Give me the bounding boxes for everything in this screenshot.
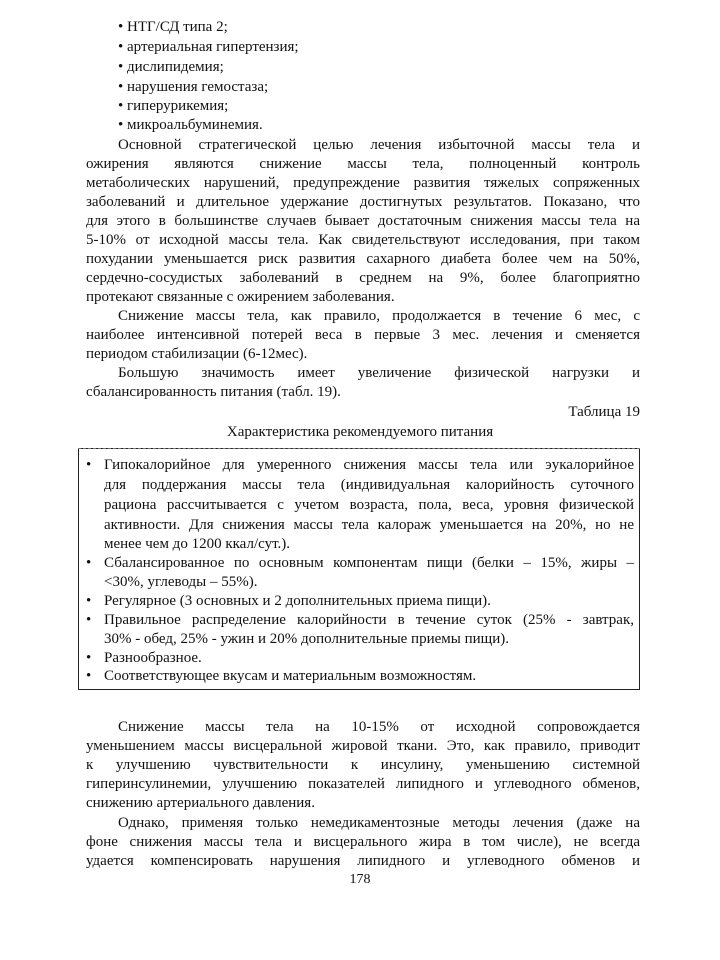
text-line: гиперинсулинемии, улучшению показателей липидного и углеводного обменов, (86, 776, 640, 792)
list-item: • гиперурикемия; (118, 98, 229, 114)
list-item: • микроальбуминемия. (118, 117, 263, 133)
bullet: • (86, 593, 92, 609)
table-cell-line: Регулярное (3 основных и 2 дополнительных приема пищи). (104, 593, 491, 609)
table-cell-line: для поддержания массы тела (индивидуальная калорийность суточного (104, 477, 634, 493)
bullet: • (86, 668, 92, 684)
table-cell-line: <30%, углеводы – 55%). (104, 574, 258, 590)
text-line: ожирения являются снижение массы тела, полноценный контроль (86, 156, 640, 172)
text-line: для этого в большинстве случаев бывает достаточным снижения массы тела на (86, 213, 640, 229)
table-cell-line: Разнообразное. (104, 650, 202, 666)
text-line: Снижение массы тела, как правило, продолжается в течение 6 мес, с (118, 308, 640, 324)
text-line: сбалансированность питания (табл. 19). (86, 384, 341, 400)
page-number: 178 (349, 872, 371, 887)
text-line: похудании уменьшается риск развития сахарного диабета более чем на 50%, (86, 251, 640, 267)
text-line: метаболических нарушений, предупреждение развития тяжелых сопряженных (86, 175, 640, 191)
table-title: Характеристика рекомендуемого питания (226, 424, 494, 440)
text-line: периодом стабилизации (6-12мес). (86, 346, 308, 362)
text-line: к улучшению чувствительности к инсулину, уменьшению системной (86, 757, 640, 773)
text-line: протекают связанные с ожирением заболевания. (86, 289, 395, 305)
table-label: Таблица 19 (568, 404, 640, 420)
text-line: снижению артериального давления. (86, 795, 315, 811)
bullet: • (86, 457, 92, 473)
text-line: Основной стратегической целью лечения избыточной массы тела и (118, 137, 640, 153)
table-cell-line: Соответствующее вкусам и материальным возможностям. (104, 668, 477, 684)
text-line: фоне снижения массы тела и висцерального жира в том числе), не всегда (86, 834, 640, 850)
table-cell-line: 30% - обед, 25% - ужин и 20% дополнительные приемы пищи). (104, 631, 509, 647)
bullet: • (86, 555, 92, 571)
text-line: Однако, применяя только немедикаментозные методы лечения (даже на (118, 815, 640, 831)
text-line: 5-10% от исходной массы тела. Как свидетельствуют исследования, при таком (86, 232, 640, 248)
table-cell-line: рациона рассчитывается с учетом возраста, пола, веса, уровня физической (104, 497, 634, 513)
table-cell-line: Правильное распределение калорийности в течение суток (25% - завтрак, (104, 612, 634, 628)
bullet: • (86, 612, 92, 628)
text-line: уменьшением массы висцеральной жировой ткани. Это, как правило, приводит (86, 738, 640, 754)
bullet: • (86, 650, 92, 666)
text-line: наиболее интенсивной потерей веса в первые 3 мес. лечения и сменяется (86, 327, 640, 343)
list-item: • артериальная гипертензия; (118, 39, 299, 55)
text-line: Снижение массы тела на 10-15% от исходной сопровождается (118, 719, 640, 735)
list-item: • дислипидемия; (118, 59, 224, 75)
text-line: Большую значимость имеет увеличение физической нагрузки и (118, 365, 640, 381)
table-cell-line: активности. Для снижения массы тела калораж уменьшается на 20%, но не (104, 517, 634, 533)
table-cell-line: Гипокалорийное для умеренного снижения массы тела или эукалорийное (104, 457, 634, 473)
text-line: удается компенсировать нарушения липидного и углеводного обменов и (86, 853, 640, 869)
text-line: сердечно-сосудистых заболеваний в среднем на 9%, более благоприятно (86, 270, 640, 286)
list-item: • НТГ/СД типа 2; (118, 19, 228, 35)
table-top-border (78, 448, 640, 449)
text-line: заболеваний и длительное удержание достигнутых результатов. Показано, что (86, 194, 640, 210)
table-cell-line: Сбалансированное по основным компонентам пищи (белки – 15%, жиры – (104, 555, 634, 571)
list-item: • нарушения гемостаза; (118, 79, 269, 95)
table-cell-line: менее чем до 1200 ккал/сут.). (104, 536, 290, 552)
